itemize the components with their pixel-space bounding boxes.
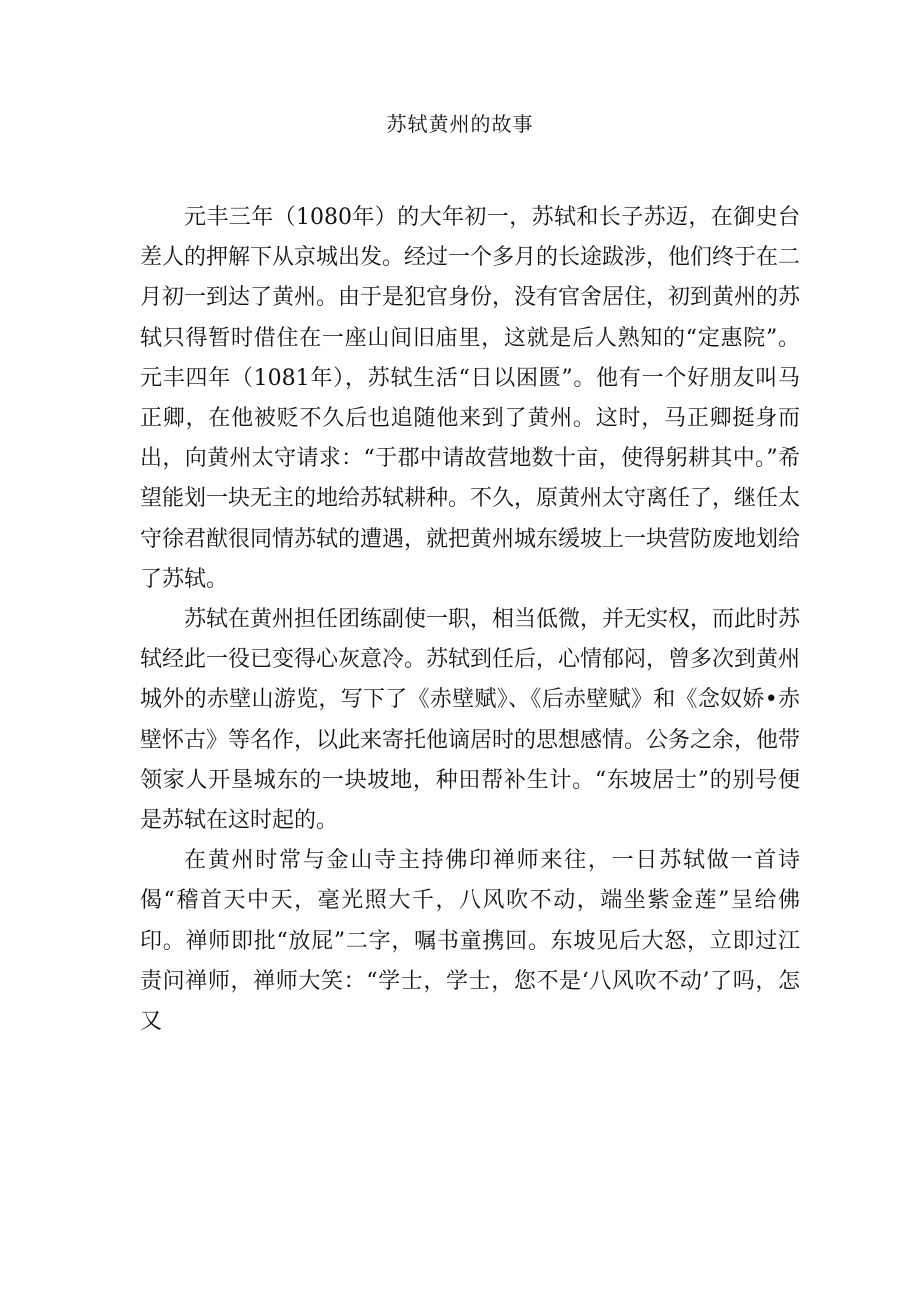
paragraph-2: 苏轼在黄州担任团练副使一职，相当低微，并无实权，而此时苏轼经此一役已变得心灰意冷。苏轼到任后，心情郁闷，曾多次到黄州城外的赤壁山游览，写下了《赤壁赋》、《后赤壁赋》和《念奴娇•赤壁怀古》等名作，以此来寄托他谪居时的思想感情。公务之余，他带领家人开垦城东的一块坡地，种田帮补生计。“东坡居士”的别号便是苏轼在这时起的。 [140, 607, 801, 834]
paragraph-1: 元丰三年（1080年）的大年初一，苏轼和长子苏迈，在御史台差人的押解下从京城出发。经过一个多月的长途跋涉，他们终于在二月初一到达了黄州。由于是犯官身份，没有官舍居住，初到黄州的苏轼只得暂时借住在一座山间旧庙里，这就是后人熟知的“定惠院”。元丰四年（1081年），苏轼生活“日以困匮”。他有一个好朋友叫马正卿，在他被贬不久后也追随他来到了黄州。这时，马正卿挺身而出，向黄州太守请求：“于郡中请故营地数十亩，使得躬耕其中。”希望能划一块无主的地给苏轼耕种。不久，原黄州太守离任了，继任太守徐君猷很同情苏轼的遭遇，就把黄州城东缓坡上一块营防废地划给了苏轼。 [140, 205, 801, 592]
document-title: 苏轼黄州的故事 [386, 112, 534, 136]
document-body [140, 198, 800, 1042]
paragraph-3: 在黄州时常与金山寺主持佛印禅师来往，一日苏轼做一首诗偈“稽首天中天，毫光照大千，八风吹不动，端坐紫金莲”呈给佛印。禅师即批“放屁”二字，嘱书童携回。东坡见后大怒，立即过江责问禅师，禅师大笑：“学士，学士，您不是‘八风吹不动’了吗，怎又 [140, 848, 800, 1035]
